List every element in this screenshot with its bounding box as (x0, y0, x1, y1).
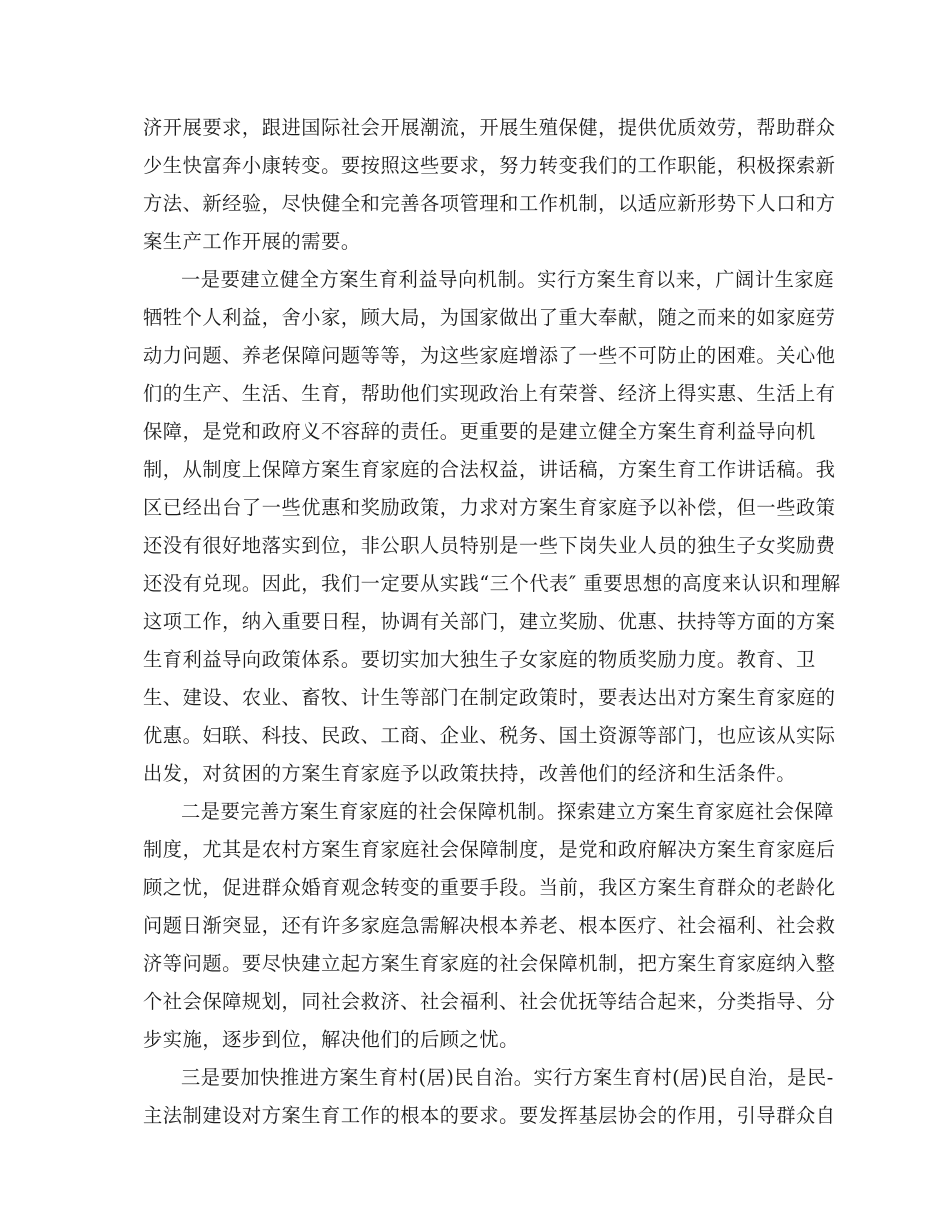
text-line: 动力问题、养老保障问题等等，为这些家庭增添了一些不可防止的困难。关心他 (143, 344, 836, 367)
text-line: 制，从制度上保障方案生育家庭的合法权益，讲话稿，方案生育工作讲话稿。我 (143, 458, 836, 481)
text-line: 优惠。妇联、科技、民政、工商、企业、税务、国土资源等部门，也应该从实际 (143, 724, 836, 747)
text-line: 济开展要求，跟进国际社会开展潮流，开展生殖保健，提供优质效劳，帮助群众 (143, 116, 836, 139)
text-line: 案生产工作开展的需要。 (143, 230, 361, 253)
text-line: 少生快富奔小康转变。要按照这些要求，努力转变我们的工作职能，积极探索新 (143, 154, 836, 177)
text-line: 生、建设、农业、畜牧、计生等部门在制定政策时，要表达出对方案生育家庭的 (143, 686, 836, 709)
text-line: 保障，是党和政府义不容辞的责任。更重要的是建立健全方案生育利益导向机 (143, 420, 816, 443)
text-line: 区已经出台了一些优惠和奖励政策，力求对方案生育家庭予以补偿，但一些政策 (143, 496, 836, 519)
text-line: 们的生产、生活、生育，帮助他们实现政治上有荣誉、经济上得实惠、生活上有 (143, 382, 836, 405)
paragraph-start-line: 一是要建立健全方案生育利益导向机制。实行方案生育以来，广阔计生家庭 (181, 268, 834, 291)
paragraph-start-line: 三是要加快推进方案生育村(居)民自治。实行方案生育村(居)民自治，是民- (181, 1066, 834, 1089)
text-line: 步实施，逐步到位，解决他们的后顾之忧。 (143, 1028, 519, 1051)
text-line: 这项工作，纳入重要日程，协调有关部门，建立奖励、优惠、扶持等方面的方案 (143, 610, 836, 633)
text-line: 主法制建设对方案生育工作的根本的要求。要发挥基层协会的作用，引导群众自 (143, 1104, 836, 1127)
text-line: 个社会保障规划，同社会救济、社会福利、社会优抚等结合起来，分类指导、分 (143, 990, 836, 1013)
paragraph-start-line: 二是要完善方案生育家庭的社会保障机制。探索建立方案生育家庭社会保障 (181, 800, 834, 823)
text-line: 济等问题。要尽快建立起方案生育家庭的社会保障机制，把方案生育家庭纳入整 (143, 952, 836, 975)
text-line: 牺牲个人利益，舍小家，顾大局，为国家做出了重大奉献，随之而来的如家庭劳 (143, 306, 836, 329)
text-line: 方法、新经验，尽快健全和完善各项管理和工作机制，以适应新形势下人口和方 (143, 192, 836, 215)
text-line: 问题日渐突显，还有许多家庭急需解决根本养老、根本医疗、社会福利、社会救 (143, 914, 836, 937)
text-line: 制度，尤其是农村方案生育家庭社会保障制度，是党和政府解决方案生育家庭后 (143, 838, 836, 861)
text-line: 还没有很好地落实到位，非公职人员特别是一些下岗失业人员的独生子女奖励费 (143, 534, 836, 557)
text-line: 出发，对贫困的方案生育家庭予以政策扶持，改善他们的经济和生活条件。 (143, 762, 796, 785)
text-line: 生育利益导向政策体系。要切实加大独生子女家庭的物质奖励力度。教育、卫 (143, 648, 816, 671)
text-line: 顾之忧，促进群众婚育观念转变的重要手段。当前，我区方案生育群众的老龄化 (143, 876, 836, 899)
text-line: 还没有兑现。因此，我们一定要从实践“三个代表″ 重要思想的高度来认识和理解 (143, 572, 841, 595)
